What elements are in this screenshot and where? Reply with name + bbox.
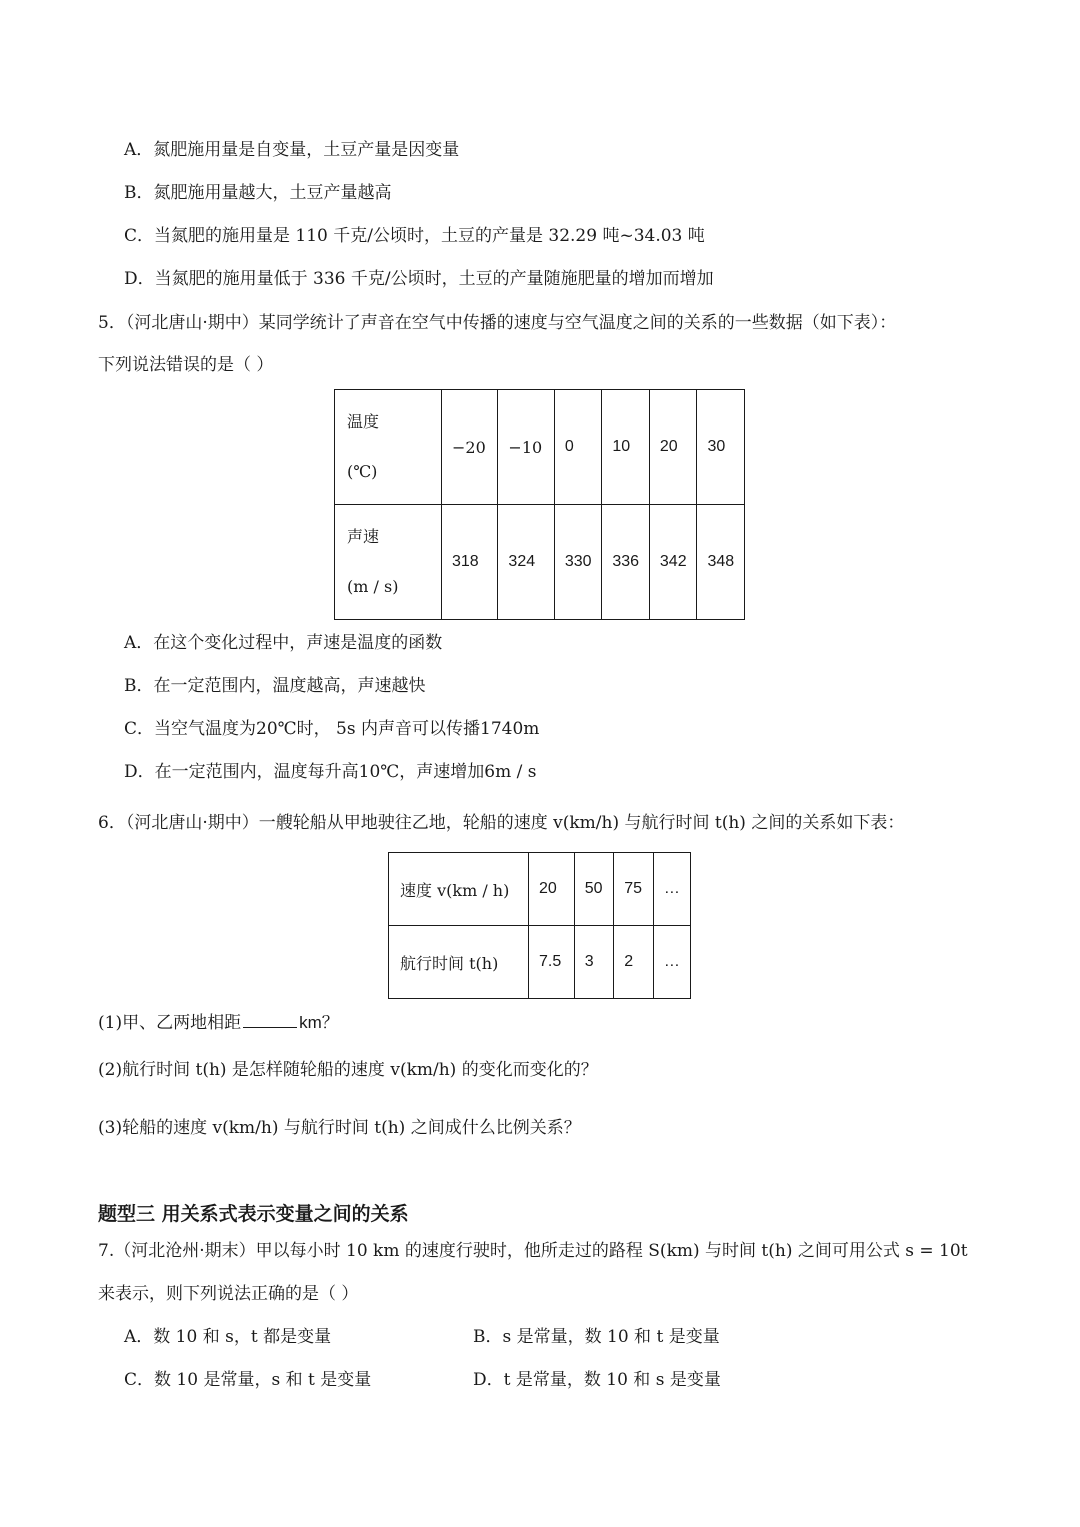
q6-sub1 [98, 1009, 339, 1035]
q5-option-a: A．在这个变化过程中，声速是温度的函数 [124, 633, 443, 653]
q6-table-cell: 75 [614, 853, 654, 926]
q6-table-cell: 3 [574, 926, 614, 999]
q7-option-d: D．t 是常量，数 10 和 s 是变量 [473, 1370, 721, 1390]
q5-stem-line1: 5．（河北唐山·期中）某同学统计了声音在空气中传播的速度与空气温度之间的关系的一些数据（如下表）： [98, 313, 897, 333]
q5-table-cell: 342 [649, 505, 697, 620]
q5-table-cell: 336 [602, 505, 650, 620]
q6-sub1-text: (1)甲、乙两地相距 [98, 1013, 242, 1033]
q5-table-header-temperature [335, 390, 442, 505]
q5-table-cell: 30 [697, 390, 745, 505]
q7-option-a: A．数 10 和 s，t 都是变量 [124, 1327, 332, 1347]
q5-stem-line2: 下列说法错误的是（ ） [98, 355, 274, 375]
q5-header-speed-unit: (m / s) [347, 577, 399, 596]
q5-table-cell: −10 [498, 390, 554, 505]
q7-option-c: C．数 10 是常量，s 和 t 是变量 [124, 1370, 372, 1390]
q6-table-cell: 2 [614, 926, 654, 999]
q7-stem-line1: 7.（河北沧州·期末）甲以每小时 10 km 的速度行驶时，他所走过的路程 S(km) 与时间 t(h) 之间可用公式 s = 10t [98, 1241, 968, 1261]
q5-option-b: B．在一定范围内，温度越高，声速越快 [124, 676, 426, 696]
q6-table-cell: 20 [529, 853, 575, 926]
q5-table-cell: 20 [649, 390, 697, 505]
q6-table-header-time: 航行时间 t(h) [389, 926, 529, 999]
q5-table-cell: 348 [697, 505, 745, 620]
q5-table-cell: 330 [554, 505, 602, 620]
q6-table [388, 852, 691, 999]
q6-table-row-time [389, 926, 691, 999]
q6-table-cell: … [653, 853, 690, 926]
q5-table-cell: 324 [498, 505, 554, 620]
q4-option-c: C．当氮肥的施用量是 110 千克/公顷时，土豆的产量是 32.29 吨~34.03 吨 [124, 226, 705, 246]
q4-option-a: A．氮肥施用量是自变量，土豆产量是因变量 [124, 140, 460, 160]
q5-header-temp-label: 温度 [347, 412, 380, 431]
q5-table-header-speed [335, 505, 442, 620]
q6-table-header-speed: 速度 v(km / h) [389, 853, 529, 926]
q5-table-cell: −20 [442, 390, 498, 505]
q6-table-cell: 50 [574, 853, 614, 926]
q6-sub3: (3)轮船的速度 v(km/h) 与航行时间 t(h) 之间成什么比例关系？ [98, 1118, 581, 1138]
q5-header-temp-unit: (℃) [347, 462, 378, 481]
q5-table [334, 389, 745, 620]
q7-option-b: B．s 是常量，数 10 和 t 是变量 [473, 1327, 720, 1347]
q4-option-d: D．当氮肥的施用量低于 336 千克/公顷时，土豆的产量随施肥量的增加而增加 [124, 269, 714, 289]
q5-header-speed-label: 声速 [347, 527, 380, 546]
q5-table-cell: 0 [554, 390, 602, 505]
q6-sub1-answer-blank[interactable] [243, 1009, 297, 1028]
q5-option-d: D．在一定范围内，温度每升高10℃，声速增加6m / s [124, 762, 537, 782]
q6-sub2: (2)航行时间 t(h) 是怎样随轮船的速度 v(km/h) 的变化而变化的？ [98, 1060, 598, 1080]
q6-sub1-unit: km？ [299, 1013, 339, 1032]
q5-table-cell: 10 [602, 390, 650, 505]
section-heading: 题型三 用关系式表示变量之间的关系 [98, 1203, 409, 1225]
q5-table-cell: 318 [442, 505, 498, 620]
q6-stem: 6．（河北唐山·期中）一艘轮船从甲地驶往乙地，轮船的速度 v(km/h) 与航行时间 t(h) 之间的关系如下表： [98, 813, 905, 833]
q6-table-row-speed [389, 853, 691, 926]
q5-option-c: C．当空气温度为20℃时， 5s 内声音可以传播1740m [124, 719, 540, 739]
q5-table-row-temperature [335, 390, 745, 505]
q6-table-cell: … [653, 926, 690, 999]
q6-table-cell: 7.5 [529, 926, 575, 999]
q5-table-row-speed [335, 505, 745, 620]
q4-option-b: B．氮肥施用量越大，土豆产量越高 [124, 183, 392, 203]
q7-stem-line2: 来表示，则下列说法正确的是（ ） [98, 1284, 359, 1304]
